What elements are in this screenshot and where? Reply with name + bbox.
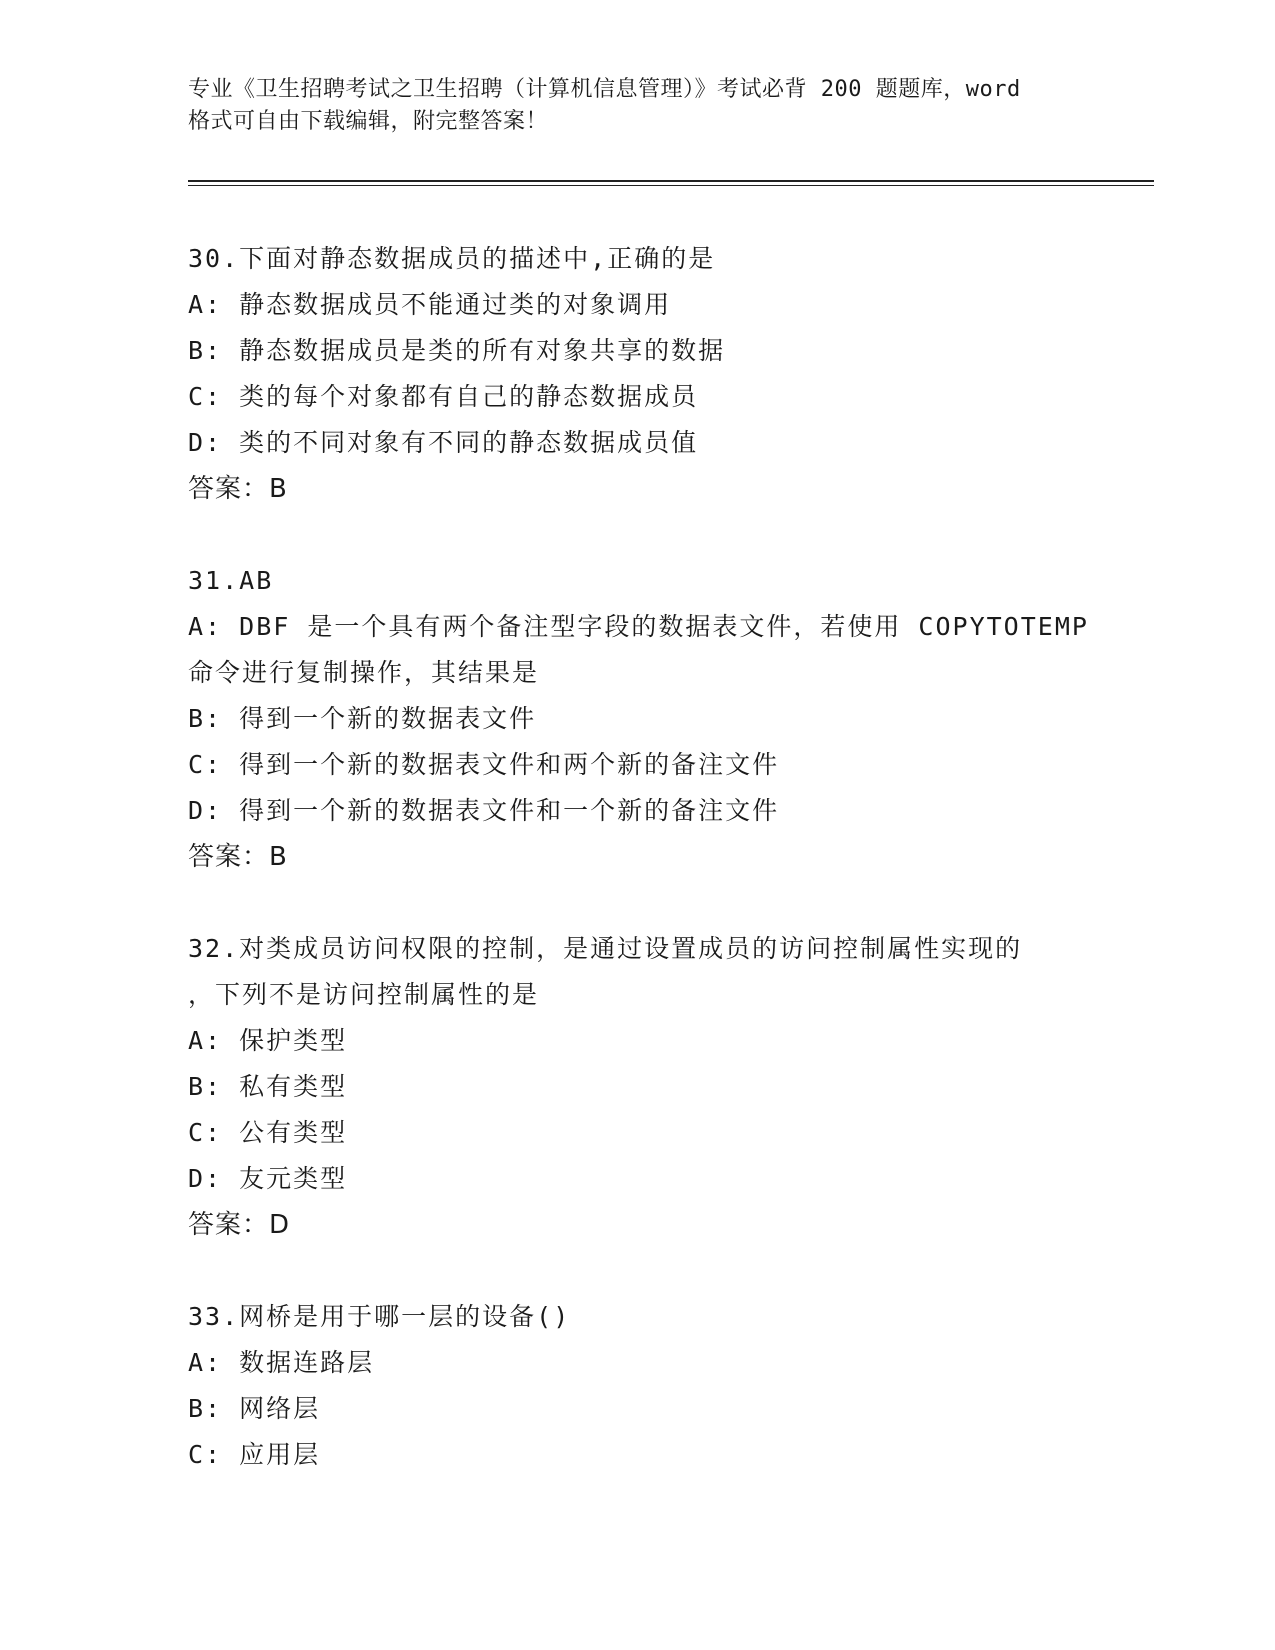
option-text: C: 公有类型 <box>188 1118 348 1147</box>
option-text: D: 友元类型 <box>188 1164 348 1193</box>
option-text: D: 得到一个新的数据表文件和一个新的备注文件 <box>188 796 780 825</box>
option-text: A: 数据连路层 <box>188 1348 375 1377</box>
option-text: C: 应用层 <box>188 1440 321 1469</box>
question-list <box>188 236 1088 1524</box>
answer-text: 答案：B <box>188 474 288 504</box>
question-block <box>188 558 1088 880</box>
option-text: B: 静态数据成员是类的所有对象共享的数据 <box>188 336 726 365</box>
option-text: C: 类的每个对象都有自己的静态数据成员 <box>188 382 699 411</box>
header-line-2: 格式可自由下载编辑，附完整答案！ <box>188 109 549 134</box>
answer-text: 答案：B <box>188 842 288 872</box>
question-stem: ，下列不是访问控制属性的是 <box>188 980 540 1009</box>
option-text: D: 类的不同对象有不同的静态数据成员值 <box>188 428 699 457</box>
question-block <box>188 1294 1088 1478</box>
option-text: A: 静态数据成员不能通过类的对象调用 <box>188 290 672 319</box>
question-block <box>188 236 1088 512</box>
option-text: B: 得到一个新的数据表文件 <box>188 704 537 733</box>
answer-text: 答案：D <box>188 1210 291 1240</box>
option-text: A: 保护类型 <box>188 1026 348 1055</box>
option-text: 命令进行复制操作，其结果是 <box>188 658 540 687</box>
option-text: B: 网络层 <box>188 1394 321 1423</box>
question-stem: 32.对类成员访问权限的控制，是通过设置成员的访问控制属性实现的 <box>188 934 1023 963</box>
question-stem: 31.AB <box>188 566 274 595</box>
option-text: A: DBF 是一个具有两个备注型字段的数据表文件，若使用 COPYTOTEMP <box>188 612 1089 641</box>
header-divider-thin <box>188 185 1154 186</box>
question-block <box>188 926 1088 1248</box>
document-header <box>188 74 1088 138</box>
option-text: B: 私有类型 <box>188 1072 348 1101</box>
question-stem: 30.下面对静态数据成员的描述中,正确的是 <box>188 244 716 273</box>
option-text: C: 得到一个新的数据表文件和两个新的备注文件 <box>188 750 780 779</box>
question-stem: 33.网桥是用于哪一层的设备() <box>188 1302 571 1331</box>
header-divider-thick <box>188 180 1154 182</box>
header-line-1: 专业《卫生招聘考试之卫生招聘（计算机信息管理）》考试必背 200 题题库，word <box>188 77 1021 102</box>
